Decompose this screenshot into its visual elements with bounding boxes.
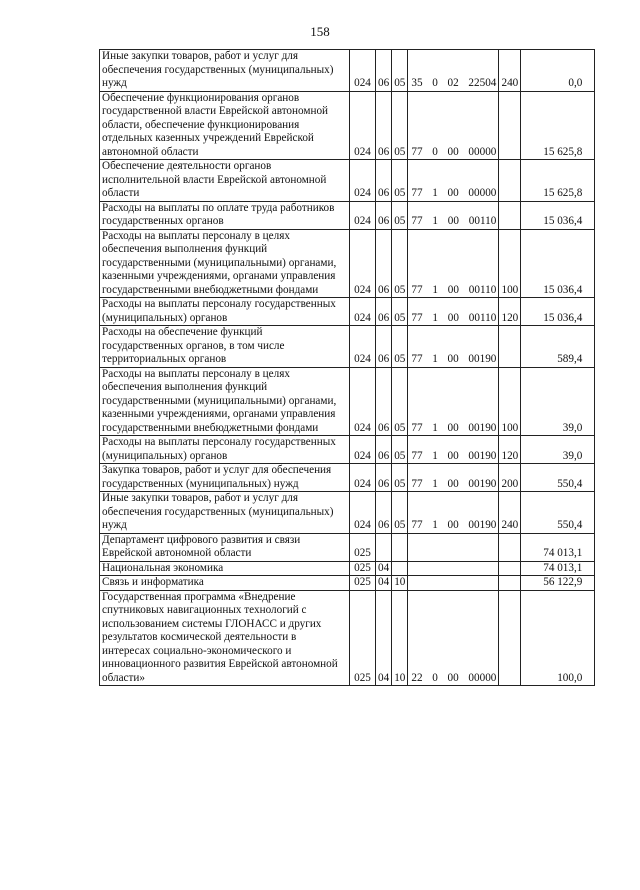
code-csr-part: 00190 (468, 449, 497, 462)
table-row (100, 576, 595, 591)
code-pr: 05 (392, 436, 408, 464)
row-amount: 15 625,8 (521, 91, 595, 160)
code-csr-part: 00 (447, 421, 459, 434)
code-csr-part: 00110 (468, 311, 497, 324)
row-amount: 15 036,4 (521, 229, 595, 298)
code-pr: 05 (392, 160, 408, 202)
code-pr: 05 (392, 367, 408, 436)
code-csr-part: 77 (411, 519, 423, 531)
code-gr: 024 (350, 464, 376, 492)
code-vr (499, 576, 521, 591)
code-csr-part: 00 (447, 311, 459, 324)
code-csr-part: 77 (411, 215, 423, 227)
row-amount: 15 625,8 (521, 160, 595, 202)
code-rz: 06 (376, 326, 392, 368)
code-csr-part: 00 (447, 187, 459, 199)
code-csr-part: 00110 (468, 215, 497, 227)
code-csr-part: 77 (411, 477, 423, 490)
code-vr (499, 91, 521, 160)
code-csr-parts (410, 146, 496, 160)
code-csr-part: 00 (447, 449, 459, 462)
code-csr-parts (410, 478, 496, 492)
code-rz: 06 (376, 298, 392, 326)
code-csr-parts (410, 672, 496, 686)
code-csr-part: 0 (432, 145, 438, 158)
code-vr (499, 590, 521, 686)
row-name: Связь и информатика (100, 576, 350, 591)
code-csr-parts (410, 187, 496, 201)
row-name: Расходы на выплаты персоналу в целях обеспечения выполнения функций государственными (муниципальными) органами, казенными учреждениями, органами управления государственными внебюджетными фондами (100, 229, 350, 298)
table-row (100, 229, 595, 298)
row-name: Расходы на выплаты персоналу государственных (муниципальных) органов (100, 298, 350, 326)
code-gr: 024 (350, 160, 376, 202)
code-csr-parts (410, 519, 496, 533)
code-csr-part: 00190 (468, 477, 497, 490)
code-csr-part: 77 (411, 311, 423, 324)
code-csr-part: 00 (447, 477, 459, 490)
code-csr-parts (410, 450, 496, 464)
table-row (100, 436, 595, 464)
code-rz: 06 (376, 160, 392, 202)
code-rz: 04 (376, 590, 392, 686)
row-amount: 74 013,1 (521, 561, 595, 576)
code-csr (408, 326, 499, 368)
code-csr (408, 50, 499, 92)
row-name: Национальная экономика (100, 561, 350, 576)
row-name: Обеспечение функционирования органов государственной власти Еврейской автономной области, обеспечение функционирования отдельных казенных учреждений Еврейской автономной области (100, 91, 350, 160)
code-csr-part: 1 (432, 519, 438, 531)
code-gr: 024 (350, 91, 376, 160)
code-pr (392, 561, 408, 576)
row-amount: 15 036,4 (521, 201, 595, 229)
code-csr-part: 22 (411, 671, 423, 684)
code-csr-part: 00 (447, 519, 459, 531)
code-pr: 05 (392, 201, 408, 229)
code-csr-part: 00000 (468, 187, 497, 199)
code-gr: 024 (350, 229, 376, 298)
code-pr: 05 (392, 326, 408, 368)
code-rz: 04 (376, 576, 392, 591)
code-csr-part: 35 (411, 77, 423, 89)
row-amount: 15 036,4 (521, 298, 595, 326)
code-csr-part: 77 (411, 449, 423, 462)
code-csr-part: 00 (447, 283, 459, 296)
code-csr-part: 00 (447, 145, 459, 158)
table-row (100, 367, 595, 436)
row-name: Иные закупки товаров, работ и услуг для обеспечения государственных (муниципальных) нужд (100, 492, 350, 534)
table-row (100, 201, 595, 229)
table-row (100, 561, 595, 576)
code-csr-parts (410, 353, 496, 367)
code-gr: 024 (350, 201, 376, 229)
row-name: Расходы на выплаты персоналу в целях обеспечения выполнения функций государственными (муниципальными) органами, казенными учреждениями, органами управления государственными внебюджетными фондами (100, 367, 350, 436)
code-csr (408, 160, 499, 202)
code-pr (392, 533, 408, 561)
table-row (100, 464, 595, 492)
code-gr: 025 (350, 590, 376, 686)
row-name: Расходы на обеспечение функций государственных органов, в том числе территориальных органов (100, 326, 350, 368)
table-row (100, 160, 595, 202)
code-csr-parts (410, 77, 496, 91)
code-csr-part: 00190 (468, 421, 497, 434)
code-rz (376, 533, 392, 561)
table-row (100, 91, 595, 160)
code-csr (408, 436, 499, 464)
code-rz: 06 (376, 464, 392, 492)
code-pr: 05 (392, 464, 408, 492)
code-csr (408, 464, 499, 492)
code-gr: 024 (350, 298, 376, 326)
code-pr: 05 (392, 91, 408, 160)
code-gr: 025 (350, 561, 376, 576)
row-name: Расходы на выплаты персоналу государственных (муниципальных) органов (100, 436, 350, 464)
code-csr-part: 77 (411, 187, 423, 199)
code-vr: 120 (499, 298, 521, 326)
code-csr (408, 298, 499, 326)
page-number: 158 (310, 24, 330, 39)
row-name: Обеспечение деятельности органов исполнительной власти Еврейской автономной области (100, 160, 350, 202)
code-gr: 025 (350, 576, 376, 591)
code-vr: 240 (499, 50, 521, 92)
code-csr (408, 561, 499, 576)
code-pr: 05 (392, 298, 408, 326)
code-csr-parts (410, 284, 496, 298)
code-vr (499, 160, 521, 202)
code-rz: 06 (376, 50, 392, 92)
code-csr-part: 00000 (468, 671, 497, 684)
row-amount: 0,0 (521, 50, 595, 92)
code-csr-part: 22504 (468, 77, 497, 89)
code-csr (408, 533, 499, 561)
code-csr-part: 1 (432, 421, 438, 434)
code-gr: 024 (350, 326, 376, 368)
code-csr-part: 00190 (468, 353, 497, 365)
code-csr-part: 1 (432, 187, 438, 199)
code-csr-parts (410, 422, 496, 436)
code-vr: 100 (499, 367, 521, 436)
code-csr-part: 00 (447, 353, 459, 365)
row-amount: 39,0 (521, 367, 595, 436)
code-rz: 06 (376, 492, 392, 534)
code-csr-part: 1 (432, 477, 438, 490)
code-csr-part: 77 (411, 353, 423, 365)
code-csr-part: 00110 (468, 283, 497, 296)
code-csr (408, 576, 499, 591)
code-vr (499, 326, 521, 368)
table-row (100, 298, 595, 326)
code-csr-part: 77 (411, 283, 423, 296)
code-pr: 05 (392, 492, 408, 534)
row-amount: 550,4 (521, 464, 595, 492)
code-gr: 024 (350, 492, 376, 534)
code-csr-part: 1 (432, 215, 438, 227)
table-row (100, 492, 595, 534)
code-csr-parts (410, 215, 496, 229)
code-rz: 06 (376, 201, 392, 229)
code-vr: 240 (499, 492, 521, 534)
code-csr-part: 77 (411, 145, 423, 158)
code-csr (408, 590, 499, 686)
table-row (100, 50, 595, 92)
code-gr: 024 (350, 367, 376, 436)
code-csr-part: 77 (411, 421, 423, 434)
code-vr (499, 201, 521, 229)
code-rz: 06 (376, 229, 392, 298)
code-csr (408, 201, 499, 229)
table-row (100, 533, 595, 561)
code-vr (499, 561, 521, 576)
code-gr: 024 (350, 436, 376, 464)
code-csr-part: 0 (432, 77, 438, 89)
code-pr: 05 (392, 229, 408, 298)
code-csr-part: 1 (432, 311, 438, 324)
row-amount: 39,0 (521, 436, 595, 464)
code-csr-part: 0 (432, 671, 438, 684)
code-csr (408, 229, 499, 298)
code-csr-parts (410, 312, 496, 326)
code-csr-part: 00190 (468, 519, 497, 531)
row-amount: 589,4 (521, 326, 595, 368)
code-csr (408, 492, 499, 534)
code-csr-part: 1 (432, 283, 438, 296)
table-row (100, 326, 595, 368)
code-pr: 10 (392, 576, 408, 591)
budget-table (99, 49, 595, 686)
code-rz: 06 (376, 367, 392, 436)
code-vr: 120 (499, 436, 521, 464)
code-rz: 06 (376, 436, 392, 464)
code-vr: 200 (499, 464, 521, 492)
code-csr-part: 1 (432, 449, 438, 462)
code-csr-part: 00 (447, 671, 459, 684)
code-rz: 04 (376, 561, 392, 576)
code-csr-part: 00000 (468, 145, 497, 158)
code-vr (499, 533, 521, 561)
code-csr-part: 00 (447, 215, 459, 227)
row-amount: 74 013,1 (521, 533, 595, 561)
code-csr (408, 91, 499, 160)
row-name: Государственная программа «Внедрение спутниковых навигационных технологий с использованием системы ГЛОНАСС и других результатов космической деятельности в интересах социально-экономического и инновационного развития Еврейской автономной области» (100, 590, 350, 686)
row-amount: 100,0 (521, 590, 595, 686)
code-rz: 06 (376, 91, 392, 160)
row-name: Закупка товаров, работ и услуг для обеспечения государственных (муниципальных) нужд (100, 464, 350, 492)
code-gr: 024 (350, 50, 376, 92)
code-pr: 05 (392, 50, 408, 92)
code-gr: 025 (350, 533, 376, 561)
row-name: Расходы на выплаты по оплате труда работников государственных органов (100, 201, 350, 229)
code-csr-part: 02 (447, 77, 459, 89)
row-name: Иные закупки товаров, работ и услуг для обеспечения государственных (муниципальных) нужд (100, 50, 350, 92)
code-vr: 100 (499, 229, 521, 298)
table-row (100, 590, 595, 686)
code-csr (408, 367, 499, 436)
code-pr: 10 (392, 590, 408, 686)
budget-table-body (100, 50, 595, 686)
row-amount: 550,4 (521, 492, 595, 534)
row-name: Департамент цифрового развития и связи Еврейской автономной области (100, 533, 350, 561)
row-amount: 56 122,9 (521, 576, 595, 591)
code-csr-part: 1 (432, 353, 438, 365)
